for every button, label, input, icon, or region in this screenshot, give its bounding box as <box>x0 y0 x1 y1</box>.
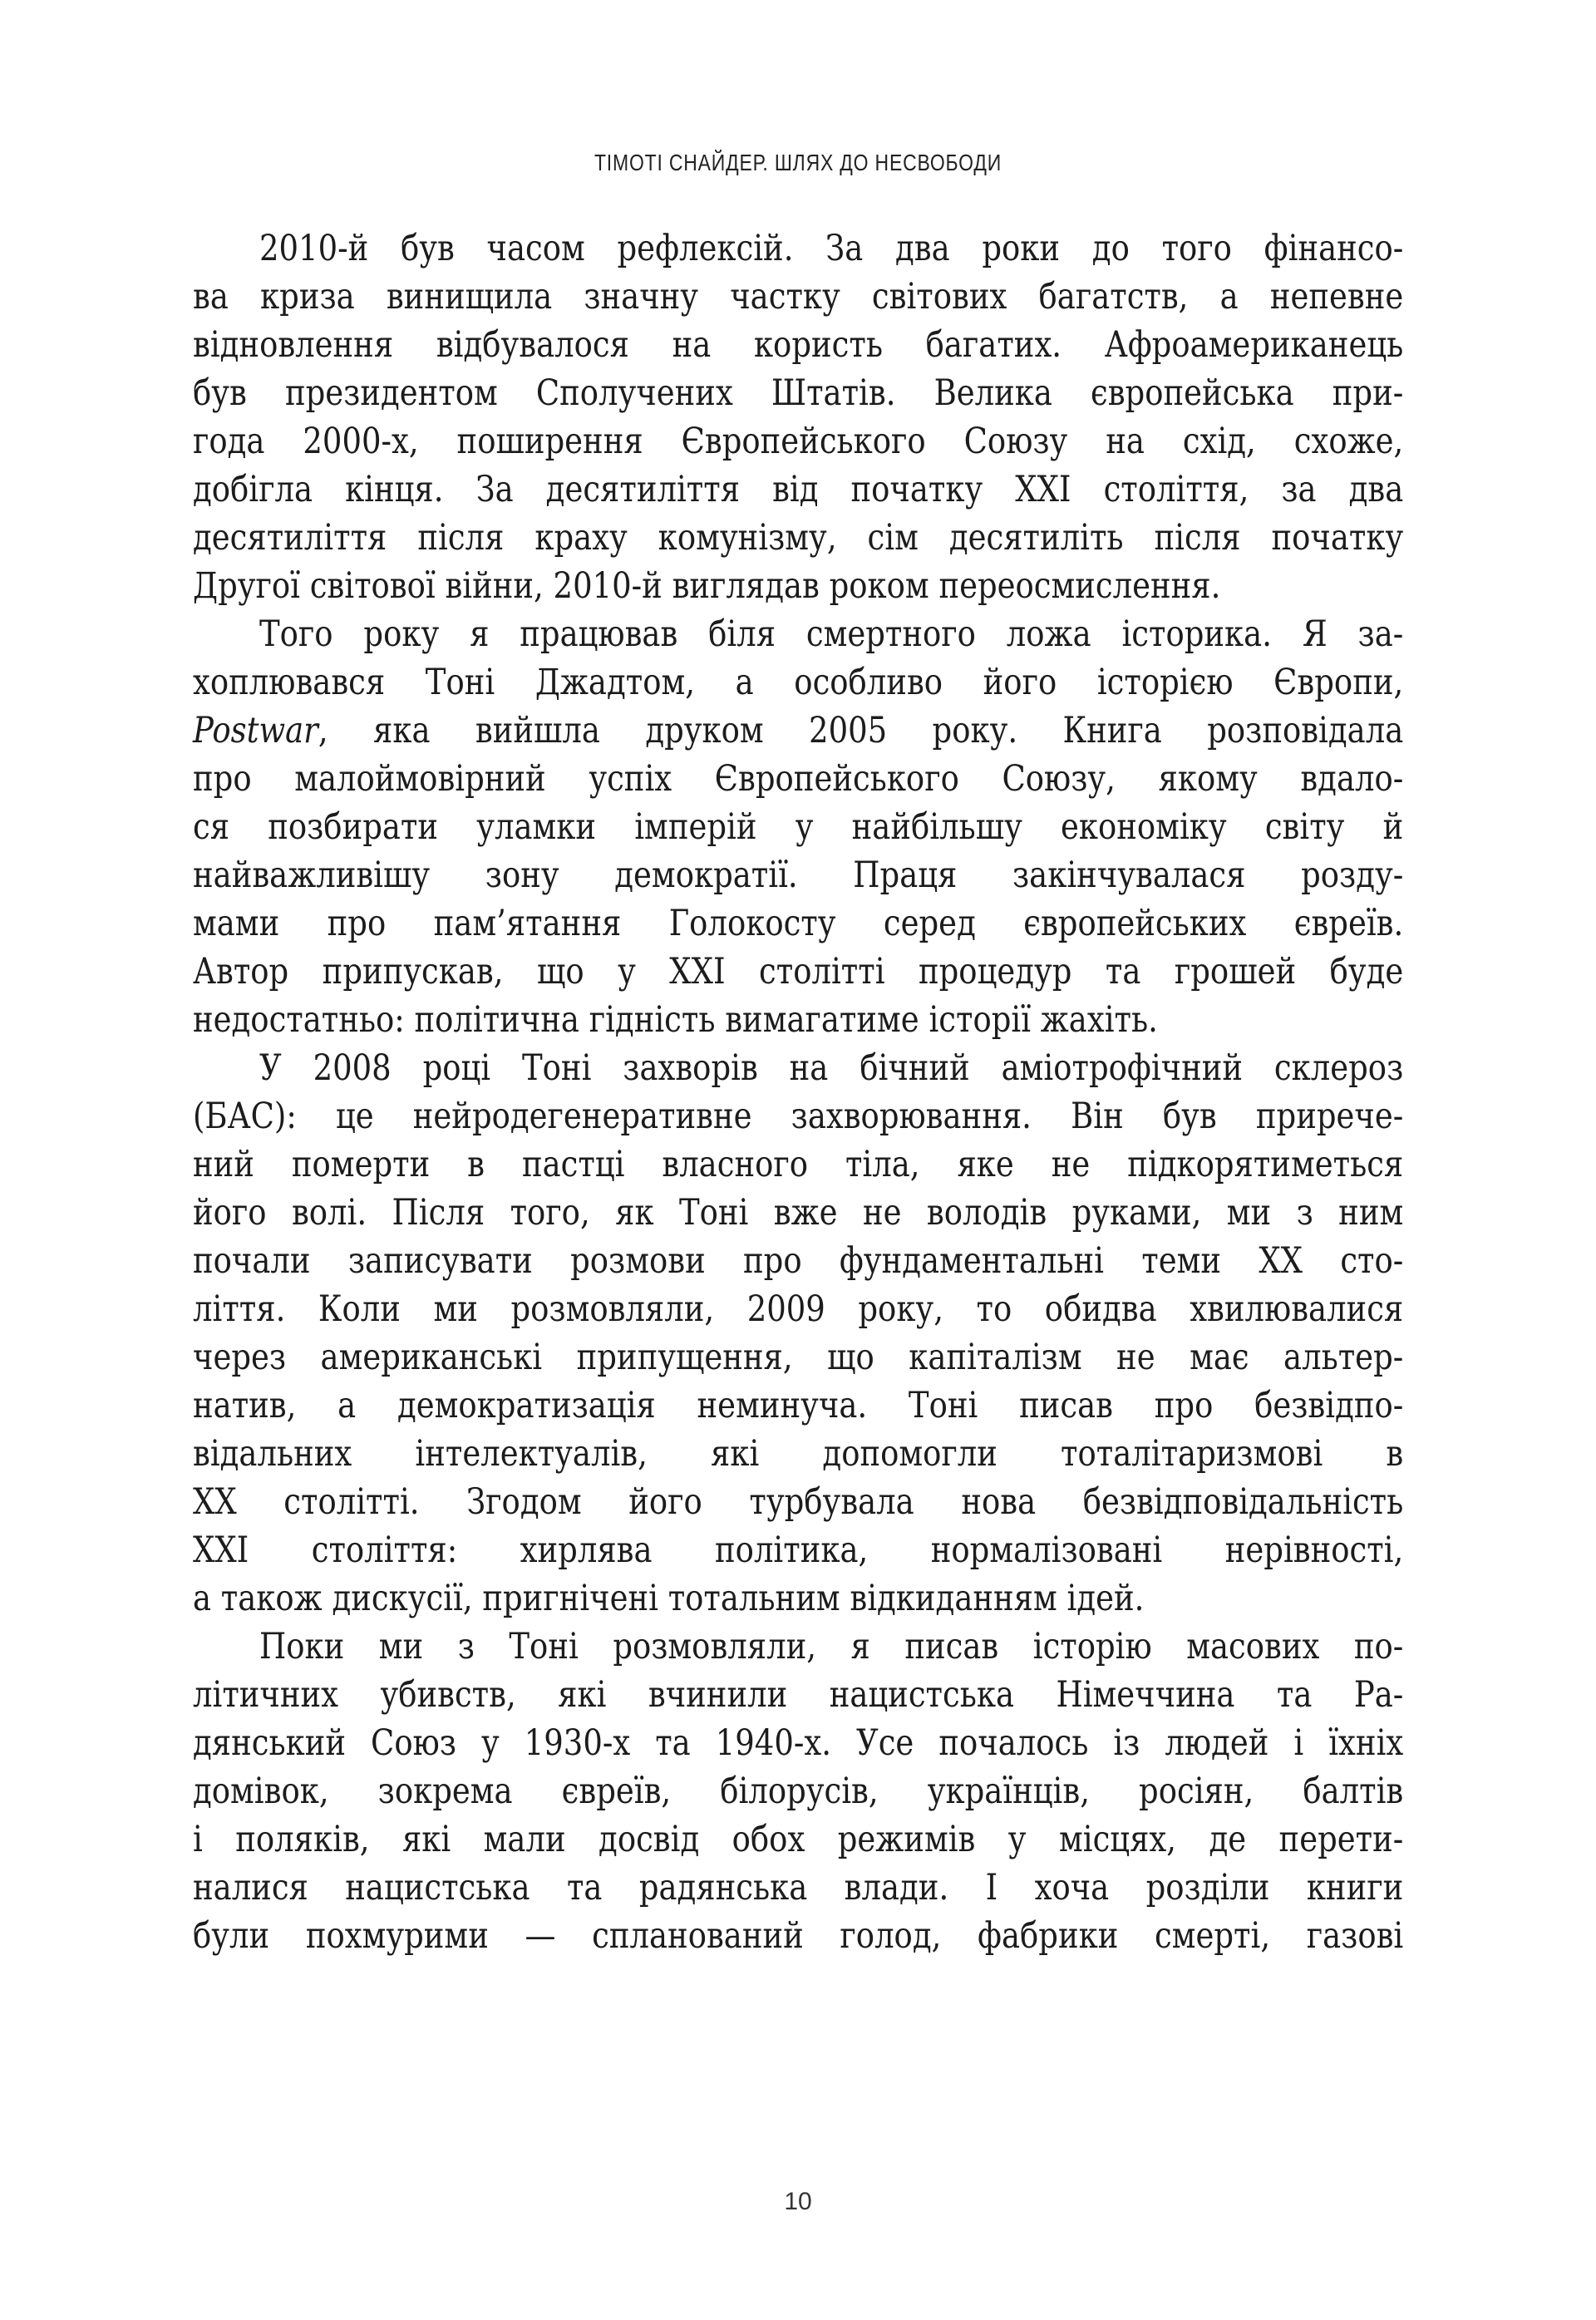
text-line: XXI століття: хирлява політика, нормалізовані нерівності, <box>193 1529 1404 1571</box>
text-line: Другої світової війни, 2010-й виглядав роком переосмислення. <box>193 565 1221 607</box>
text-line: були похмурими — спланований голод, фабрики смерті, газові <box>193 1915 1404 1957</box>
text-line: налися нацистська та радянська влади. І хоча розділи книги <box>193 1867 1404 1909</box>
running-header: ТІМОТІ СНАЙДЕР. ШЛЯХ ДО НЕСВОБОДИ <box>594 150 1002 175</box>
book-title-italic: Postwar <box>193 710 318 751</box>
text-line: добігла кінця. За десятиліття від початку XXI століття, за два <box>193 469 1404 510</box>
body-text <box>193 224 1403 1960</box>
text-line: і поляків, які мали досвід обох режимів у місцях, де перети- <box>193 1819 1404 1860</box>
text-line: ва криза винищила значну частку світових багатств, а непевне <box>193 276 1404 318</box>
text-line: ся позбирати уламки імперій у найбільшу економіку світу й <box>193 806 1404 848</box>
text-line: хоплювався Тоні Джадтом, а особливо його історією Європи, <box>193 662 1404 703</box>
paragraph-4 <box>193 1623 1403 1960</box>
text-line <box>193 707 1403 755</box>
paragraph-2 <box>193 610 1403 1044</box>
text-line: літичних убивств, які вчинили нацистська Німеччина та Ра- <box>193 1674 1404 1716</box>
text-line: Автор припускав, що у XXI столітті процедур та грошей буде <box>193 951 1404 993</box>
text-line: У 2008 році Тоні захворів на бічний аміотрофічний склероз <box>259 1047 1404 1089</box>
text-line: XX столітті. Згодом його турбувала нова безвідповідальність <box>193 1481 1404 1523</box>
text-line: ний померти в пастці власного тіла, яке не підкорятиметься <box>193 1144 1404 1185</box>
text-line: почали записувати розмови про фундаментальні теми XX сто- <box>193 1240 1404 1282</box>
text-line: був президентом Сполучених Штатів. Велика європейська при- <box>193 372 1404 414</box>
text-line: через американські припущення, що капіталізм не має альтер- <box>193 1337 1404 1378</box>
page-number: 10 <box>784 2188 812 2215</box>
text-line: Поки ми з Тоні розмовляли, я писав історію масових по- <box>259 1626 1404 1667</box>
text-line: натив, а демократизація неминуча. Тоні писав про безвідпо- <box>193 1385 1404 1426</box>
text-line-rest: , яка вийшла друком 2005 року. Книга розповідала <box>318 710 1404 751</box>
text-line: домівок, зокрема євреїв, білорусів, українців, росіян, балтів <box>193 1771 1404 1812</box>
paragraph-3 <box>193 1044 1403 1623</box>
text-line: мами про пам’ятання Голокосту серед європейських євреїв. <box>193 903 1404 944</box>
text-line: дянський Союз у 1930-х та 1940-х. Усе почалось із людей і їхніх <box>193 1722 1404 1764</box>
text-line: десятиліття після краху комунізму, сім десятиліть після початку <box>193 517 1404 559</box>
text-line: найважливішу зону демократії. Праця закінчувалася розду- <box>193 855 1404 896</box>
text-line: недостатньо: політична гідність вимагатиме історії жахіть. <box>193 999 1158 1041</box>
text-line: года 2000-х, поширення Європейського Союзу на схід, схоже, <box>193 421 1404 462</box>
text-line: відновлення відбувалося на користь багатих. Афроамериканець <box>193 324 1404 366</box>
text-line: відальних інтелектуалів, які допомогли тоталітаризмові в <box>193 1433 1404 1475</box>
text-line: Того року я працював біля смертного ложа історика. Я за- <box>259 613 1404 655</box>
text-line: про малоймовірний успіх Європейського Союзу, якому вдало- <box>193 758 1404 800</box>
paragraph-1 <box>193 224 1403 610</box>
text-line: його волі. Після того, як Тоні вже не володів руками, ми з ним <box>193 1192 1404 1234</box>
text-line: 2010-й був часом рефлексій. За два роки до того фінансо- <box>259 228 1404 269</box>
text-line: ліття. Коли ми розмовляли, 2009 року, то обидва хвилювалися <box>193 1288 1404 1330</box>
text-line: (БАС): це нейродегенеративне захворювання. Він був прирече- <box>193 1096 1404 1137</box>
text-line: а також дискусії, пригнічені тотальним відкиданням ідей. <box>193 1578 1145 1619</box>
